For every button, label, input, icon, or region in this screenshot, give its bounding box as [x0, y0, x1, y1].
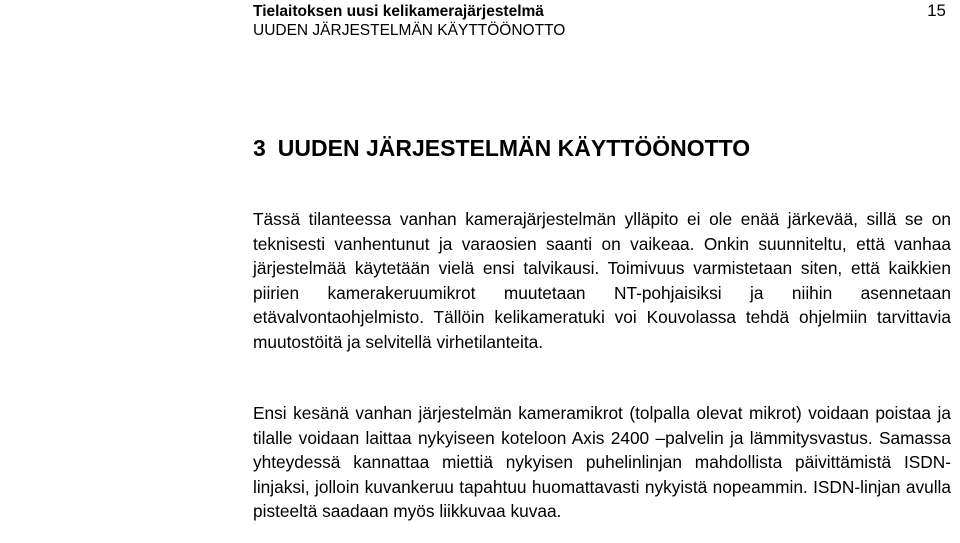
page-header: [253, 2, 953, 40]
header-subtitle: UUDEN JÄRJESTELMÄN KÄYTTÖÖNOTTO: [253, 22, 566, 39]
chapter-number: 3: [253, 135, 266, 161]
page-number: 15: [927, 1, 946, 20]
header-title: Tielaitoksen uusi kelikamerajärjestelmä: [253, 3, 544, 20]
chapter-title: UUDEN JÄRJESTELMÄN KÄYTTÖÖNOTTO: [277, 135, 751, 161]
body-paragraph-1: Tässä tilanteessa vanhan kamerajärjestelmän ylläpito ei ole enää järkevää, sillä se on teknisesti vanhentunut ja varaosien saanti on vaikeaa. Onkin suunniteltu, että vanhaa järjestelmää käytetään vielä ensi talvikausi. Toimivuus varmistetaan siten, että kaikkien piirien kamerakeruumikrot muutetaan NT-pohjaisiksi ja niihin asennetaan etävalvontaohjelmisto. Tällöin kelikameratuki voi Kouvolassa tehdä ohjelmiin tarvittavia muutostöitä ja selvitellä virhetilanteita.: [253, 209, 951, 352]
body-paragraph-2: Ensi kesänä vanhan järjestelmän kameramikrot (tolpalla olevat mikrot) voidaan poistaa ja tilalle voidaan laittaa nykyiseen koteloon Axis 2400 –palvelin ja lämmitysvastus. Samassa yhteydessä kannattaa miettiä nykyisen puhelinlinjan mahdollista päivittämistä ISDN-linjaksi, jolloin kuvankeruu tapahtuu huomattavasti nykyistä nopeammin. ISDN-linjan avulla pisteeltä saadaan myös liikkuvaa kuvaa.: [253, 403, 951, 522]
chapter-heading: [253, 134, 953, 162]
